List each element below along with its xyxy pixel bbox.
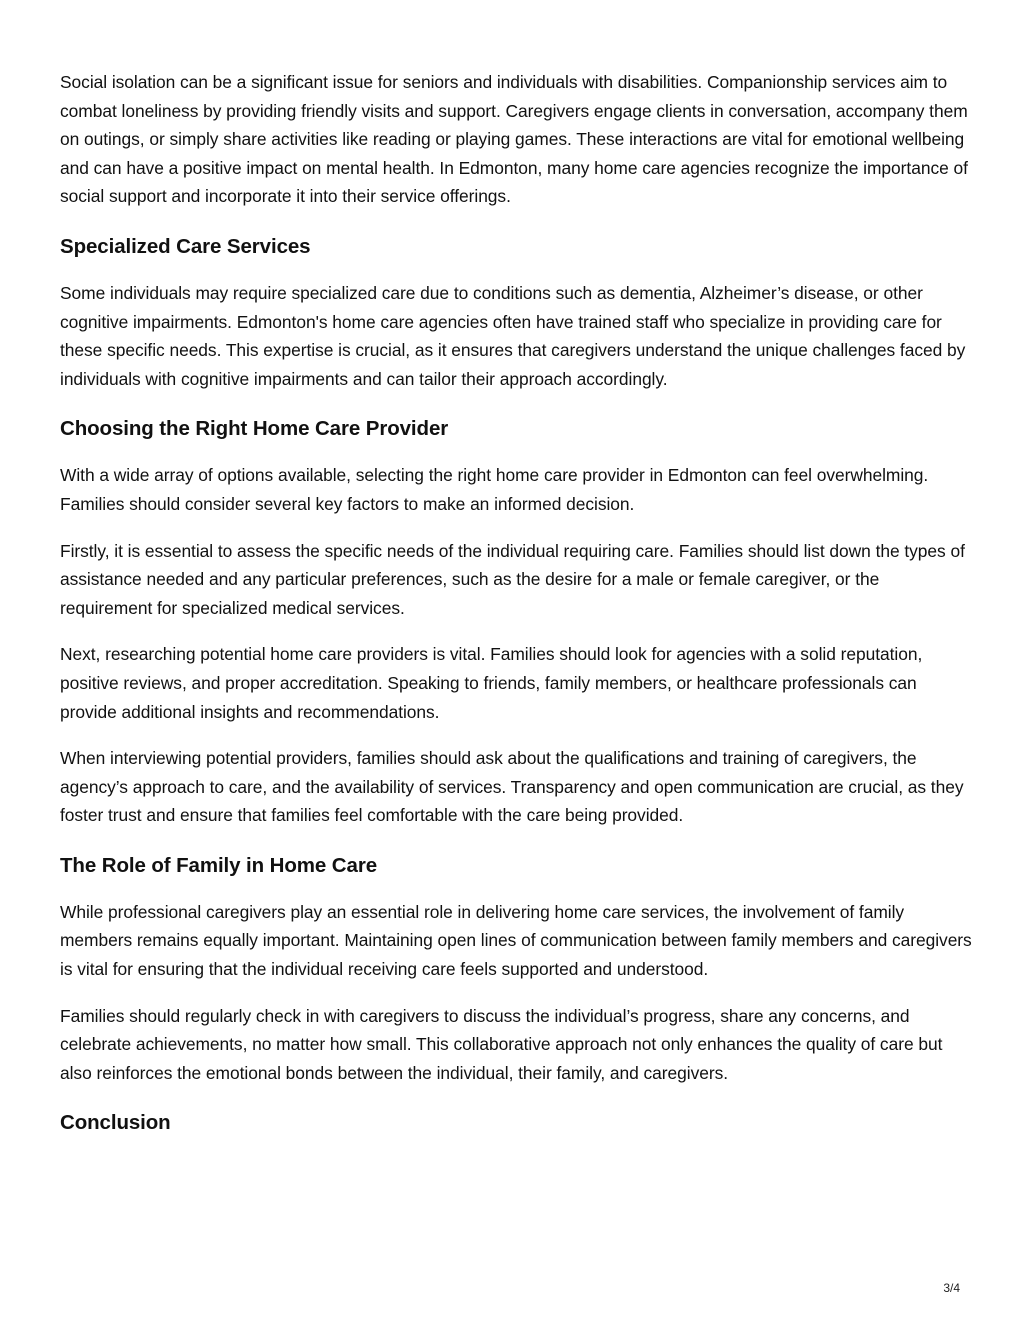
paragraph-specialized-care: Some individuals may require specialized care due to conditions such as dementia, Alzheimer’s disease, or other cognitive impairments. Edmonton's home care agencies often have trained staff who specialize in providing care for these specific needs. This expertise is crucial, as it ensures that caregivers understand the unique challenges faced by individuals with cognitive impairments and can tailor their approach accordingly.	[60, 282, 966, 389]
heading-role-of-family: The Role of Family in Home Care	[60, 853, 377, 877]
paragraph-choosing-intro: With a wide array of options available, selecting the right home care provider in Edmonton can feel overwhelming. Families should consider several key factors to make an informed decision.	[60, 465, 929, 514]
paragraph-family-involvement: While professional caregivers play an essential role in delivering home care services, the involvement of family members remains equally important. Maintaining open lines of communication between family members and caregivers is vital for ensuring that the individual receiving care feels supported and understood.	[60, 901, 972, 980]
paragraph-assess-needs: Firstly, it is essential to assess the specific needs of the individual requiring care. Families should list down the types of assistance needed and any particular preferences, such as the desire for a male or female caregiver, or the requirement for specialized medical services.	[60, 540, 965, 618]
document-page	[60, 68, 972, 1155]
paragraph-companionship: Social isolation can be a significant issue for seniors and individuals with disabilities. Companionship services aim to combat loneliness by providing friendly visits and support. Caregivers engage clients in conversation, accompany them on outings, or simply share activities like reading or playing games. These interactions are vital for emotional wellbeing and can have a positive impact on mental health. In Edmonton, many home care agencies recognize the importance of social support and incorporate it into their service offerings.	[60, 72, 968, 207]
heading-conclusion: Conclusion	[60, 1111, 171, 1135]
heading-specialized-care: Specialized Care Services	[60, 234, 311, 258]
heading-choosing-provider: Choosing the Right Home Care Provider	[60, 417, 449, 441]
page-number: 3/4	[943, 1281, 960, 1295]
paragraph-interview-providers: When interviewing potential providers, families should ask about the qualifications and training of caregivers, the agency’s approach to care, and the availability of services. Transparency and open communication are crucial, as they foster trust and ensure that families feel comfortable with the care being provided.	[60, 748, 964, 826]
paragraph-family-checkins: Families should regularly check in with caregivers to discuss the individual’s progress, share any concerns, and celebrate achievements, no matter how small. This collaborative approach not only enhances the quality of care but also reinforces the emotional bonds between the individual, their family, and caregivers.	[60, 1005, 943, 1083]
paragraph-research-providers: Next, researching potential home care providers is vital. Families should look for agencies with a solid reputation, positive reviews, and proper accreditation. Speaking to friends, family members, or healthcare professionals can provide additional insights and recommendations.	[60, 644, 923, 722]
